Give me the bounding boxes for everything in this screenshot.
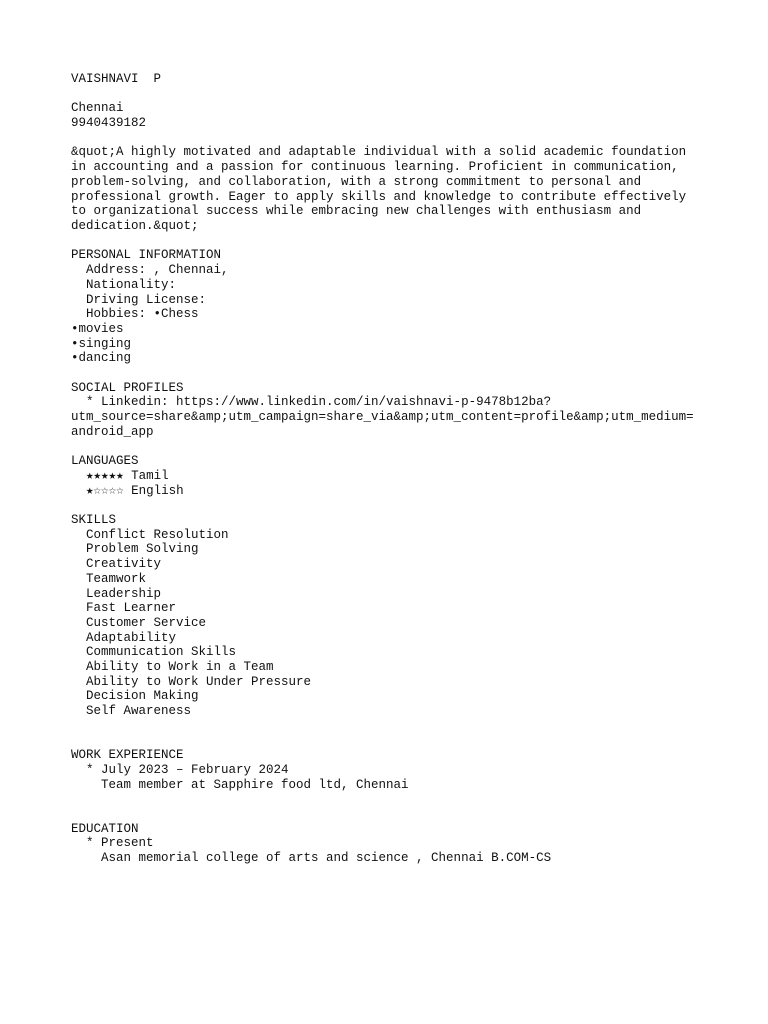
hobby-item: •dancing (71, 351, 132, 366)
hobbies: Hobbies: •Chess (71, 307, 199, 322)
linkedin-url-line: * Linkedin: https://www.linkedin.com/in/vaishnavi-p-9478b12ba? (71, 395, 552, 410)
phone-number: 9940439182 (71, 116, 147, 131)
section-heading: LANGUAGES (71, 454, 139, 469)
section-heading: WORK EXPERIENCE (71, 748, 184, 763)
address: Address: , Chennai, (71, 263, 229, 278)
language-item: ★★★★★ Tamil (71, 468, 169, 483)
personal-information-section (71, 248, 751, 366)
summary-line: to organizational success while embracing new challenges with enthusiasm and (71, 204, 642, 219)
resume-document (71, 72, 751, 866)
linkedin-url-line: android_app (71, 424, 154, 439)
skill-item: Self Awareness (71, 704, 192, 719)
hobby-item: •movies (71, 321, 124, 336)
skill-item: Ability to Work in a Team (71, 660, 274, 675)
language-item: ★☆☆☆☆ English (71, 483, 184, 498)
education-period: * Present (71, 836, 154, 851)
section-heading: SKILLS (71, 513, 117, 527)
summary (71, 145, 751, 233)
summary-line: in accounting and a passion for continuous learning. Proficient in communication, (71, 160, 679, 175)
skill-item: Problem Solving (71, 542, 199, 557)
nationality: Nationality: (71, 277, 177, 292)
skill-item: Adaptability (71, 630, 177, 645)
languages-section (71, 454, 751, 498)
education-institution: Asan memorial college of arts and science , Chennai B.COM-CS (71, 851, 552, 866)
work-role: Team member at Sapphire food ltd, Chennai (71, 777, 409, 792)
education-section (71, 822, 751, 866)
summary-line: problem-solving, and collaboration, with a strong commitment to personal and (71, 174, 642, 189)
section-heading: PERSONAL INFORMATION (71, 248, 222, 263)
hobby-item: •singing (71, 336, 132, 351)
skill-item: Teamwork (71, 571, 147, 586)
summary-line: dedication.&quot; (71, 219, 199, 233)
skill-item: Conflict Resolution (71, 527, 229, 542)
summary-line: professional growth. Eager to apply skills and knowledge to contribute effectively (71, 189, 687, 204)
social-profiles-section (71, 381, 751, 440)
section-heading: SOCIAL PROFILES (71, 380, 184, 395)
work-period: * July 2023 – February 2024 (71, 762, 289, 777)
skill-item: Fast Learner (71, 601, 177, 616)
skill-item: Ability to Work Under Pressure (71, 674, 312, 689)
skill-item: Communication Skills (71, 645, 237, 660)
skills-section (71, 513, 751, 719)
city: Chennai (71, 101, 124, 116)
summary-line: &quot;A highly motivated and adaptable individual with a solid academic foundation (71, 145, 687, 160)
skill-item: Creativity (71, 557, 162, 572)
skill-item: Customer Service (71, 615, 207, 630)
linkedin-url-line: utm_source=share&amp;utm_campaign=share_via&amp;utm_content=profile&amp;utm_medium= (71, 410, 694, 425)
work-experience-section (71, 748, 751, 792)
section-heading: EDUCATION (71, 821, 139, 836)
skill-item: Leadership (71, 586, 162, 601)
driving-license: Driving License: (71, 292, 207, 307)
skill-item: Decision Making (71, 689, 199, 704)
candidate-name: VAISHNAVI P (71, 72, 162, 86)
